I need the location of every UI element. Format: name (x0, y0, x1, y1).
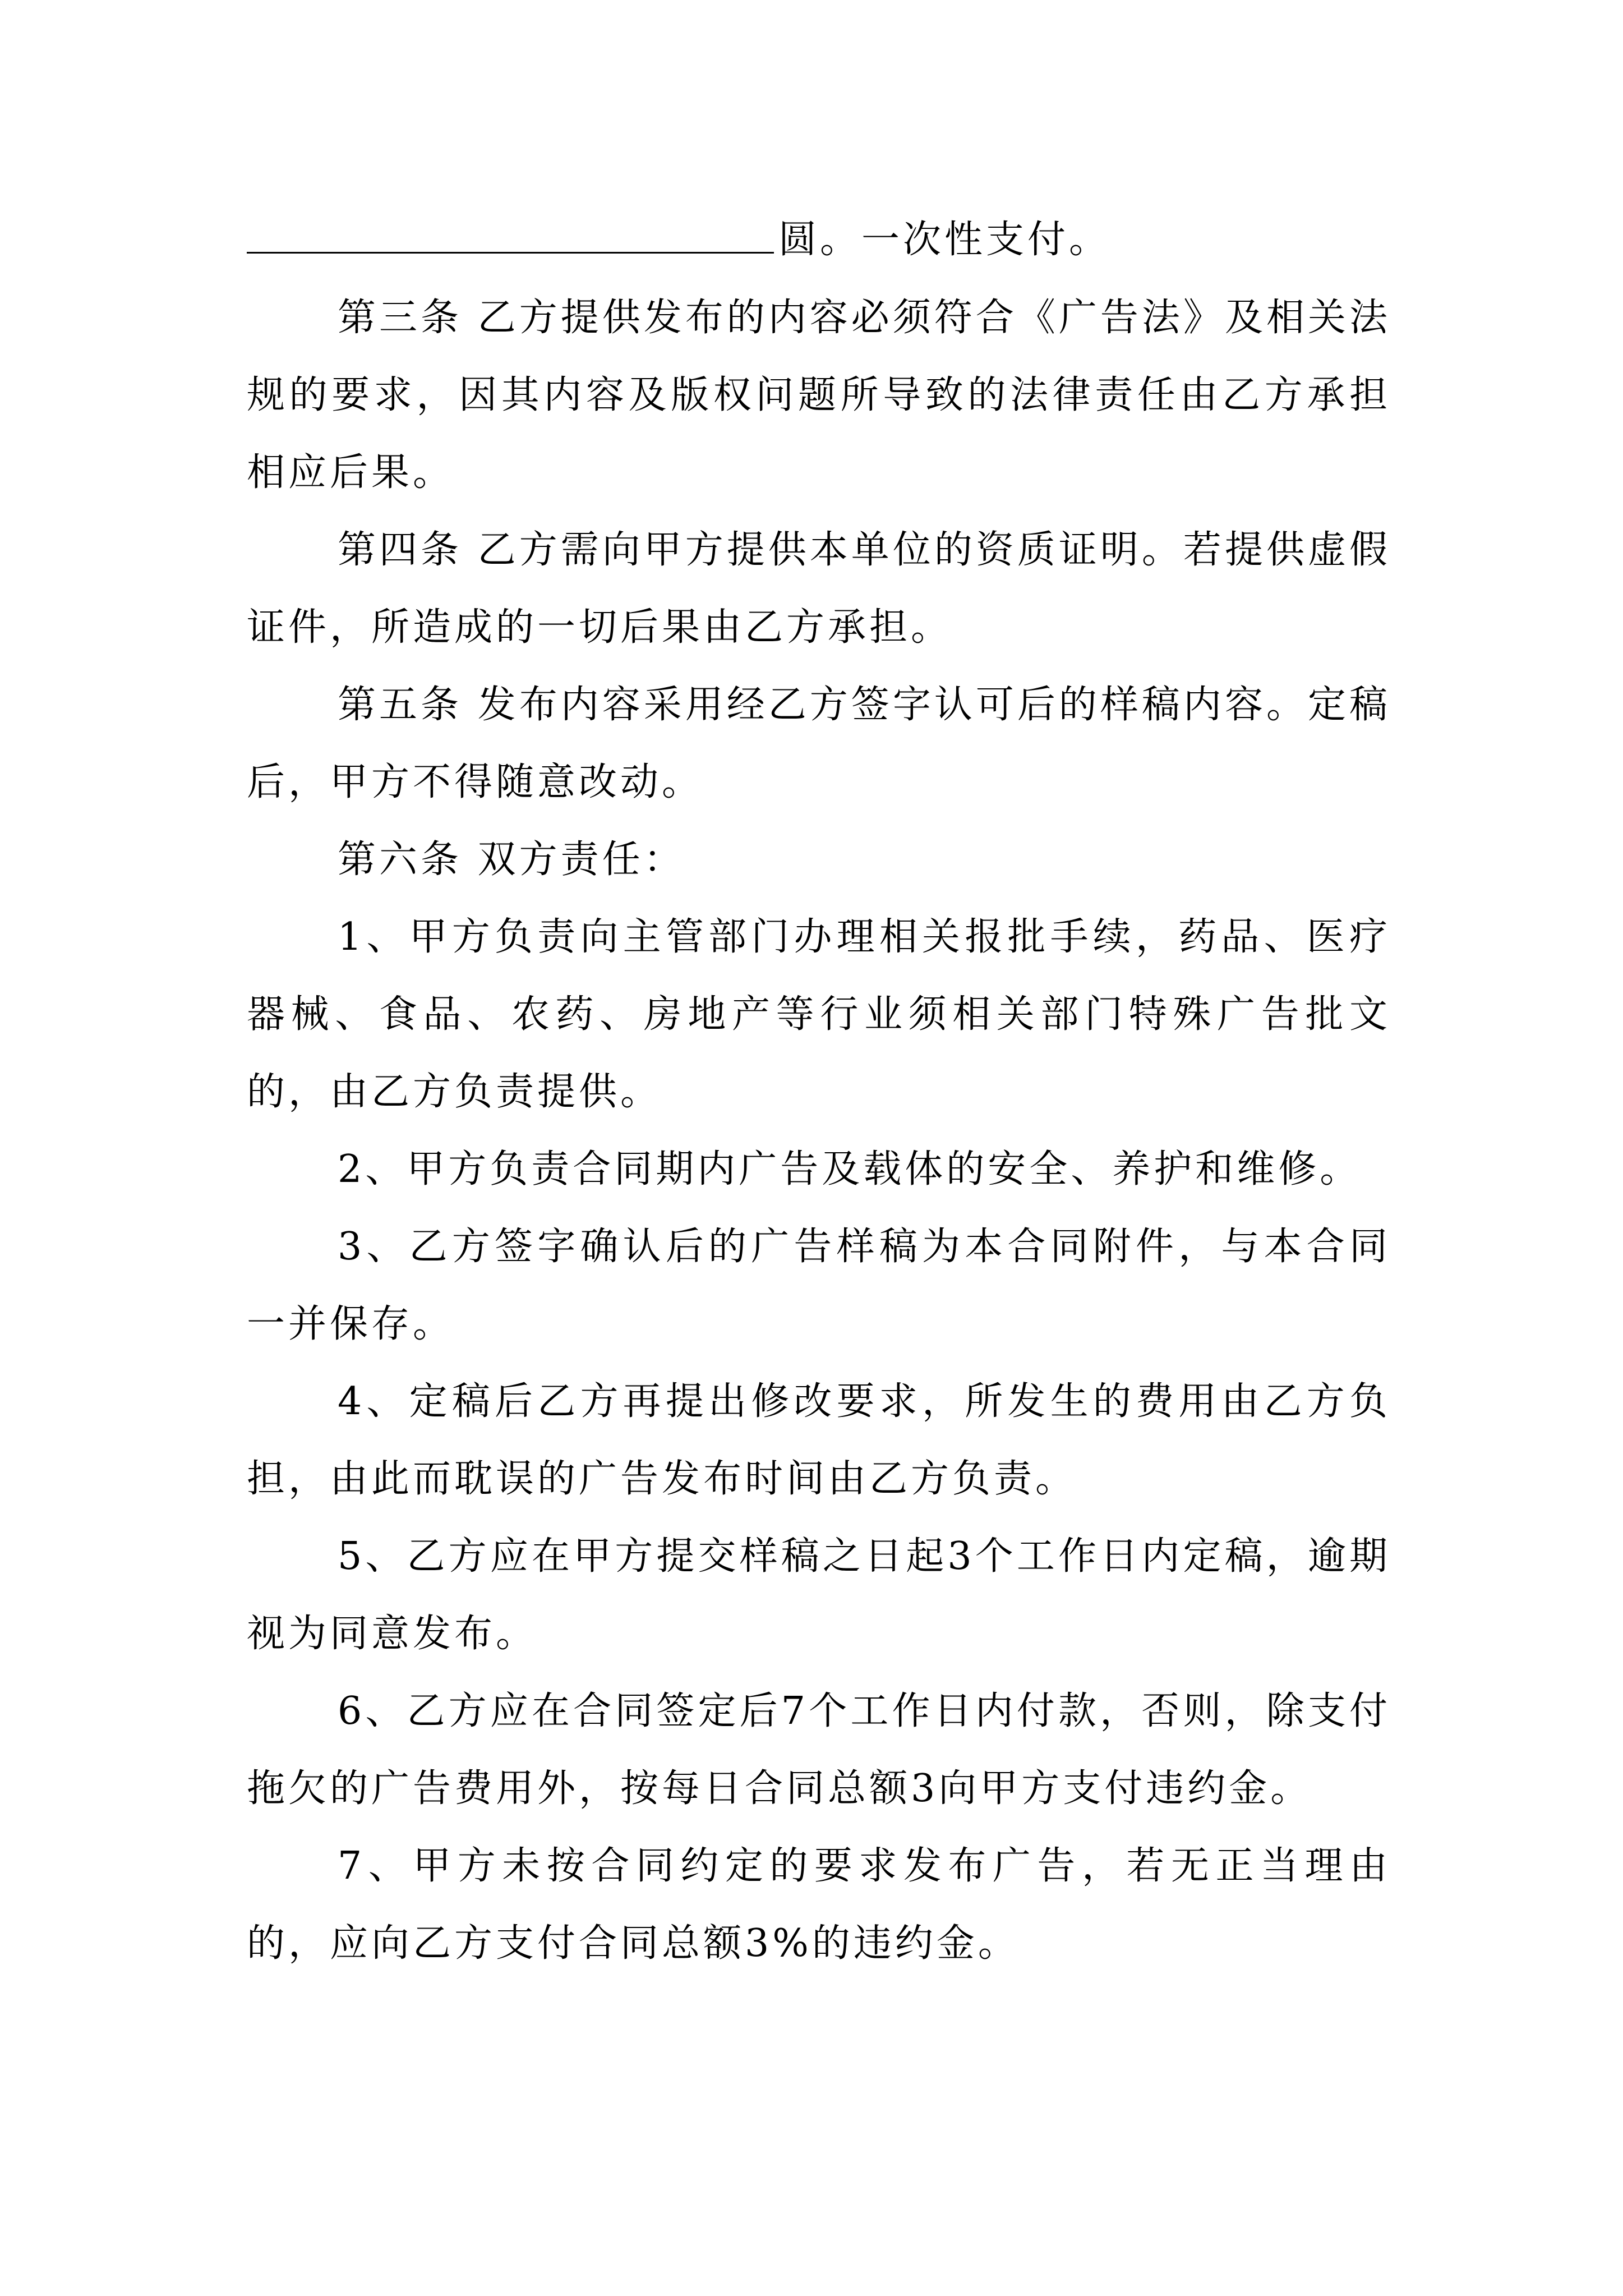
payment-line (247, 202, 1391, 264)
document-body (247, 202, 1391, 1982)
responsibility-item-2: 2、甲方负责合同期内广告及载体的安全、养护和维修。 (338, 1147, 1362, 1191)
responsibility-item-3: 3、乙方签字确认后的广告样稿为本合同附件，与本合同一并保存。 (247, 1225, 1391, 1346)
clause-4: 第四条 乙方需向甲方提供本单位的资质证明。若提供虚假证件，所造成的一切后果由乙方承担。 (247, 528, 1391, 650)
clause-6-heading: 第六条 双方责任： (338, 838, 685, 882)
clause-5: 第五条 发布内容采用经乙方签字认可后的样稿内容。定稿后，甲方不得随意改动。 (247, 683, 1391, 804)
responsibility-item-4: 4、定稿后乙方再提出修改要求，所发生的费用由乙方负担，由此而耽误的广告发布时间由乙方负责。 (247, 1379, 1391, 1501)
responsibility-item-1: 1、甲方负责向主管部门办理相关报批手续，药品、医疗器械、食品、农药、房地产等行业须相关部门特殊广告批文的，由乙方负责提供。 (247, 915, 1391, 1114)
responsibility-item-6: 6、乙方应在合同签定后7个工作日内付款，否则，除支付拖欠的广告费用外，按每日合同总额3向甲方支付违约金。 (247, 1689, 1391, 1811)
fill-in-blank (247, 250, 774, 254)
responsibility-item-7: 7、甲方未按合同约定的要求发布广告，若无正当理由的，应向乙方支付合同总额3%的违约金。 (247, 1844, 1391, 1966)
clause-3: 第三条 乙方提供发布的内容必须符合《广告法》及相关法规的要求，因其内容及版权问题所导致的法律责任由乙方承担相应后果。 (247, 296, 1391, 495)
responsibility-item-5: 5、乙方应在甲方提交样稿之日起3个工作日内定稿，逾期视为同意发布。 (247, 1534, 1391, 1656)
payment-line-text: 圆。一次性支付。 (778, 218, 1111, 262)
